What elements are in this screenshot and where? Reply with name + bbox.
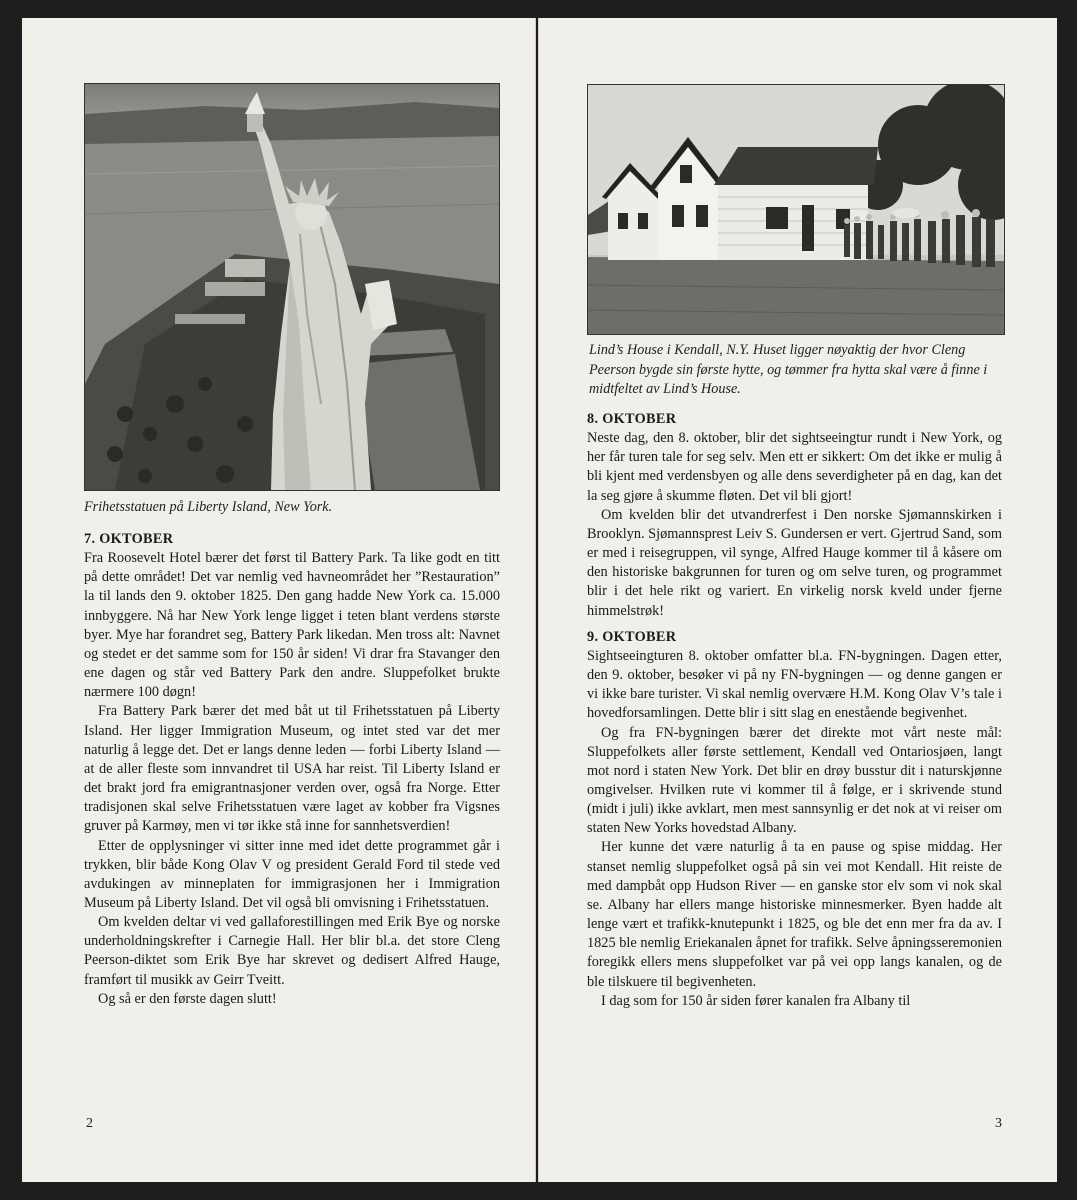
paragraph: Etter de opplysninger vi sitter inne med idet dette programmet går i trykken, blir både Kong Olav V og president Gerald Ford til stede ved avdukingen av minneplaten for immigrasjonen her i Immigration Museum på Liberty Island. Det vil også bli omvisning i Frihetsstatuen.	[84, 837, 500, 911]
heading-8-oktober: 8. OKTOBER	[587, 411, 677, 427]
left-photo-caption: Frihetsstatuen på Liberty Island, New York.	[84, 499, 333, 515]
paragraph: Om kvelden blir det utvandrerfest i Den norske Sjømannskirken i Brooklyn. Sjømannsprest Leiv S. Gundersen er vert. Gjertrud Sand, som er med i reisegruppen, vil synge, Alfred Hauge kommer til å kåsere om den historiske bakgrunnen for turen og om selve turen, og programmet blir i det hele rikt og variert. En virkelig norsk kveld under fjerne himmelstrøk!	[587, 506, 1002, 619]
heading-9-oktober: 9. OKTOBER	[587, 628, 677, 645]
paragraph: Fra Roosevelt Hotel bærer det først til Battery Park. Ta like godt en titt på dette området! Det var nemlig ved havneområdet her ”Restauration” la til lands den 9. oktober 1825. Den gang hadde New York ca. 15.000 innbyggere. Nå har New York lenge ligget i teten blant verdens største byer. Mye har forandret seg, Battery Park likedan. Men tross alt: Navnet og stedet er det samme som for 150 år siden! Vi drar fra Stavanger den ene dagen og står ved Battery Park den andre. Sluppefolket brukte nærmere 100 døgn!	[84, 550, 500, 701]
paragraph: Og fra FN-bygningen bærer det direkte mot vårt neste mål: Sluppefolkets aller første settlement, Kendall ved Ontariosjøen, langt mot nord i staten New York. Det blir en drøy busstur dit i naturskjønne omgivelser. Hvilken rute vi kommer til å følge, er i skrivende stund (midt i juli) ikke avklart, men mest sannsynlig er det nok at vi reiser om staten New Yorks hovedstad Albany.	[587, 724, 1002, 837]
right-page	[538, 18, 1057, 1182]
right-photo-caption: Lind’s House i Kendall, N.Y. Huset ligger nøyaktig der hvor Cleng Peerson bygde sin første hytte, og tømmer fra hytta skal være å finne i midtfeltet av Lind’s House.	[589, 342, 988, 397]
statue-of-liberty-photo	[84, 83, 500, 491]
paragraph: Og så er den første dagen slutt!	[98, 990, 277, 1007]
linds-house-photo	[587, 84, 1005, 335]
paragraph: I dag som for 150 år siden fører kanalen fra Albany til	[601, 992, 911, 1009]
page-number: 2	[86, 1116, 93, 1131]
page-number: 3	[995, 1116, 1002, 1131]
paragraph: Om kvelden deltar vi ved gallaforestillingen med Erik Bye og norske underholdningskrefter i Carnegie Hall. Her blir bl.a. det store Cleng Peerson-diktet som Erik Bye har skrevet og dedisert Alfred Hauge, framført til musikk av Geirr Tveitt.	[84, 914, 500, 988]
right-page-text	[587, 410, 1002, 1011]
paragraph: Fra Battery Park bærer det med båt ut til Frihetsstatuen på Liberty Island. Her ligger Immigration Museum, og intet sted var det mer naturlig å legge det. Det er langs denne leden — forbi Liberty Island — at de aller fleste som innvandret til USA har reist. Til Liberty Island er det brakt jord fra emigrantnasjoner verden over, også fra Norge. Etter tradisjonen skal selve Frihetsstatuen være laget av kobber fra Vigsnes gruver på Karmøy, men vi tør ikke stå inne for sannhetsverdien!	[84, 703, 500, 835]
left-page	[22, 18, 536, 1182]
heading-7-oktober: 7. OKTOBER	[84, 531, 174, 547]
left-page-text	[84, 530, 500, 1009]
paragraph: Neste dag, den 8. oktober, blir det sightseeingtur rundt i New York, og her får turen tale for seg selv. Men ett er sikkert: Om det ikke er mulig å bli kjent med verdensbyen og alle dens severdigheter på en dag, kan det la seg gjøre å skumme fløten. Det vil bli gjort!	[587, 430, 1002, 504]
paragraph: Sightseeingturen 8. oktober omfatter bl.a. FN-bygningen. Dagen etter, den 9. oktober, besøker vi på ny FN-bygningen — og denne gangen er vi ikke bare turister. Vi skal nemlig overvære H.M. Kong Olav V’s tale i hovedforsamlingen. Dette blir i sitt slag en enestående begivenhet.	[587, 647, 1002, 722]
paragraph: Her kunne det være naturlig å ta en pause og spise middag. Her stanset nemlig sluppefolket også på sin vei mot Kendall. Hit reiste de med dampbåt opp Hudson River — en ganske stor elv som vi nok skal se. Albany har ellers mange historiske minnesmerker. Byen hadde alt lenge vært et trafikk-knutepunkt i 1825, og ble det enn mer fra da av. I 1825 ble nemlig Eriekanalen åpnet for trafikk. Selve åpningsseremonien foregikk ellers mens sluppefolket var på vei opp langs kanalen, og de ble tilskuere til begivenheten.	[587, 839, 1002, 990]
